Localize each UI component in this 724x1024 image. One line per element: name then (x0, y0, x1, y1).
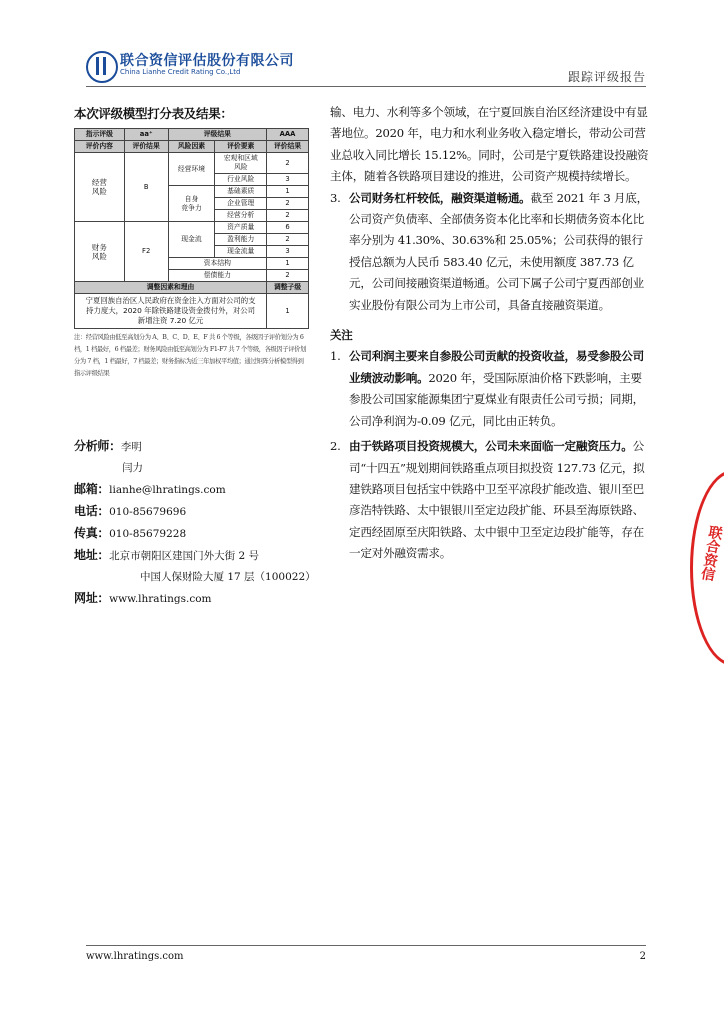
address-line: 北京市朝阳区建国门外大街 2 号 (109, 550, 259, 562)
table-cell: 经营 风险 (75, 153, 125, 222)
table-cell: 1 (267, 186, 309, 198)
table-cell: 2 (267, 234, 309, 246)
table-row (75, 153, 309, 174)
table-note: 注：经营风险由低至高划分为 A、B、C、D、E、F 共 6 个等级，各级因子评价划分为 6 档，1 档最好，6 档最差；财务风险由低至高划分为 F1-F7 共 7 个等级，各级因子评价划分为 7 档，1 档最好，7 档最差；财务指标为近三年加权平均值；通过矩阵分析模型得到指示评级结果 (74, 334, 306, 377)
company-name-cn: 联合资信评估股份有限公司 (120, 53, 294, 69)
table-cell: 调整因素和理由 (75, 282, 267, 294)
table-cell: 经营环境 (168, 153, 215, 186)
list-item-heading: 由于铁路项目投资规模大，公司未来面临一定融资压力。 (349, 439, 633, 454)
email-label: 邮箱： (74, 482, 110, 496)
analyst-row (74, 436, 324, 458)
list-number: 2. (330, 439, 341, 454)
table-cell: 2 (267, 198, 309, 210)
footer-divider (86, 945, 646, 946)
analyst-name: 闫力 (122, 462, 143, 474)
list-number: 1. (330, 349, 341, 364)
table-cell: 现金流 (168, 222, 215, 258)
phone-value: 010-85679696 (109, 506, 187, 518)
list-item (330, 188, 652, 316)
table-cell: 财务 风险 (75, 222, 125, 282)
contact-block (74, 436, 324, 610)
table-cell: aa⁺ (124, 129, 168, 141)
table-header-row (75, 282, 309, 294)
table-cell: 评价要素 (215, 141, 267, 153)
table-cell: 宁夏回族自治区人民政府在资金注入方面对公司的支持力度大，2020 年除铁路建设资金拨付外，对公司新增注资 7.20 亿元 (75, 294, 267, 329)
table-header-row (75, 129, 309, 141)
table-cell: AAA (267, 129, 309, 141)
website-row (74, 588, 324, 610)
list-item-heading: 公司财务杠杆较低，融资渠道畅通。 (349, 190, 531, 205)
list-item (330, 436, 652, 564)
table-cell: 经营分析 (215, 210, 267, 222)
table-cell: 企业管理 (215, 198, 267, 210)
website-link[interactable]: www.lhratings.com (109, 593, 212, 605)
address-label: 地址： (74, 548, 110, 562)
table-cell: 调整子级 (267, 282, 309, 294)
right-column (330, 102, 652, 565)
table-cell: 1 (267, 258, 309, 270)
table-cell: 评级结果 (168, 129, 267, 141)
table-cell: 现金流量 (215, 246, 267, 258)
analyst-row (74, 458, 324, 479)
table-cell: 评价结果 (124, 141, 168, 153)
table-cell: 6 (267, 222, 309, 234)
table-cell: 1 (267, 294, 309, 329)
table-cell: 评价结果 (267, 141, 309, 153)
header-divider (86, 86, 646, 87)
footer-url[interactable]: www.lhratings.com (86, 951, 184, 962)
company-seal (690, 470, 724, 666)
rating-model-table (74, 128, 309, 329)
table-cell: B (124, 153, 168, 222)
website-label: 网址： (74, 591, 110, 605)
address-row (74, 567, 324, 588)
table-cell: 2 (267, 153, 309, 174)
model-table-title: 本次评级模型打分表及结果： (74, 106, 233, 121)
fax-label: 传真： (74, 526, 110, 540)
list-item (330, 346, 652, 432)
table-cell: 自身 竞争力 (168, 186, 215, 222)
email-row (74, 479, 324, 501)
concern-heading: 关注 (330, 328, 353, 343)
table-cell: 基础素质 (215, 186, 267, 198)
company-logo-icon (86, 51, 118, 83)
table-cell: 行业风险 (215, 174, 267, 186)
list-item-text: 2020 年，受国际原油价格下跌影响，主要参股公司国家能源集团宁夏煤业有限责任公司亏损；同期，公司净利润为-0.09 亿元，同比由正转负。 (349, 370, 644, 428)
table-cell: 2 (267, 270, 309, 282)
table-cell: 2 (267, 210, 309, 222)
table-cell: 资本结构 (168, 258, 267, 270)
fax-value: 010-85679228 (109, 528, 187, 540)
fax-row (74, 523, 324, 545)
document-type: 跟踪评级报告 (567, 70, 646, 84)
address-row (74, 545, 324, 567)
phone-row (74, 501, 324, 523)
table-cell: 3 (267, 174, 309, 186)
table-header-row (75, 141, 309, 153)
seal-text: 联合资信 (698, 524, 724, 582)
table-cell: 资产质量 (215, 222, 267, 234)
table-row (75, 294, 309, 329)
page-header (86, 48, 646, 88)
table-cell: 评价内容 (75, 141, 125, 153)
analyst-name: 李明 (120, 441, 142, 453)
table-cell: 盈利能力 (215, 234, 267, 246)
address-line: 中国人保财险大厦 17 层（100022） (140, 571, 316, 583)
table-cell: 3 (267, 246, 309, 258)
email-value[interactable]: lianhe@lhratings.com (109, 484, 226, 496)
body-paragraph: 输、电力、水利等多个领域，在宁夏回族自治区经济建设中有显著地位。2020 年，电力和水利业务收入稳定增长，带动公司营业总收入同比增长 15.12%。同时，公司是宁夏铁路建设投融资主体，随着各铁路项目建设的推进，公司资产规模持续增长。 (330, 105, 649, 184)
table-cell: 宏观和区域 风险 (215, 153, 267, 174)
table-cell: 指示评级 (75, 129, 125, 141)
list-item-heading: 公司利润主要来自参股公司贡献的投资收益，易受参股公司业绩波动影响。 (349, 349, 644, 385)
left-column (74, 104, 309, 380)
table-row (75, 222, 309, 234)
page-number: 2 (639, 951, 646, 962)
table-cell: 风险因素 (168, 141, 215, 153)
analyst-label: 分析师： (74, 439, 121, 453)
list-item-text: 截至 2021 年 3 月底，公司资产负债率、全部债务资本化比率和长期债务资本化比率分别为 41.30%、30.63%和 25.05%；公司获得的银行授信总额为人民币 583.40 亿元，未使用额度 387.73 亿元，公司间接融资渠道畅通。公司下属子公司宁夏西部创业实业股份有限公司为上市公司，具备直接融资渠道。 (349, 190, 648, 312)
table-cell: F2 (124, 222, 168, 282)
list-item-text: 公司“十四五”规划期间铁路重点项目拟投资 127.73 亿元，拟建铁路项目包括宝中铁路中卫至平凉段扩能改造、银川至巴彦浩特铁路、太中银银川至定边段扩能、环县至海原铁路、定西经固原至庆阳铁路、太中银中卫至定边段扩能等，存在一定对外融资需求。 (349, 439, 645, 561)
table-cell: 偿债能力 (168, 270, 267, 282)
company-name-en: China Lianhe Credit Rating Co.,Ltd (120, 68, 241, 76)
phone-label: 电话： (74, 504, 110, 518)
list-number: 3. (330, 190, 341, 205)
